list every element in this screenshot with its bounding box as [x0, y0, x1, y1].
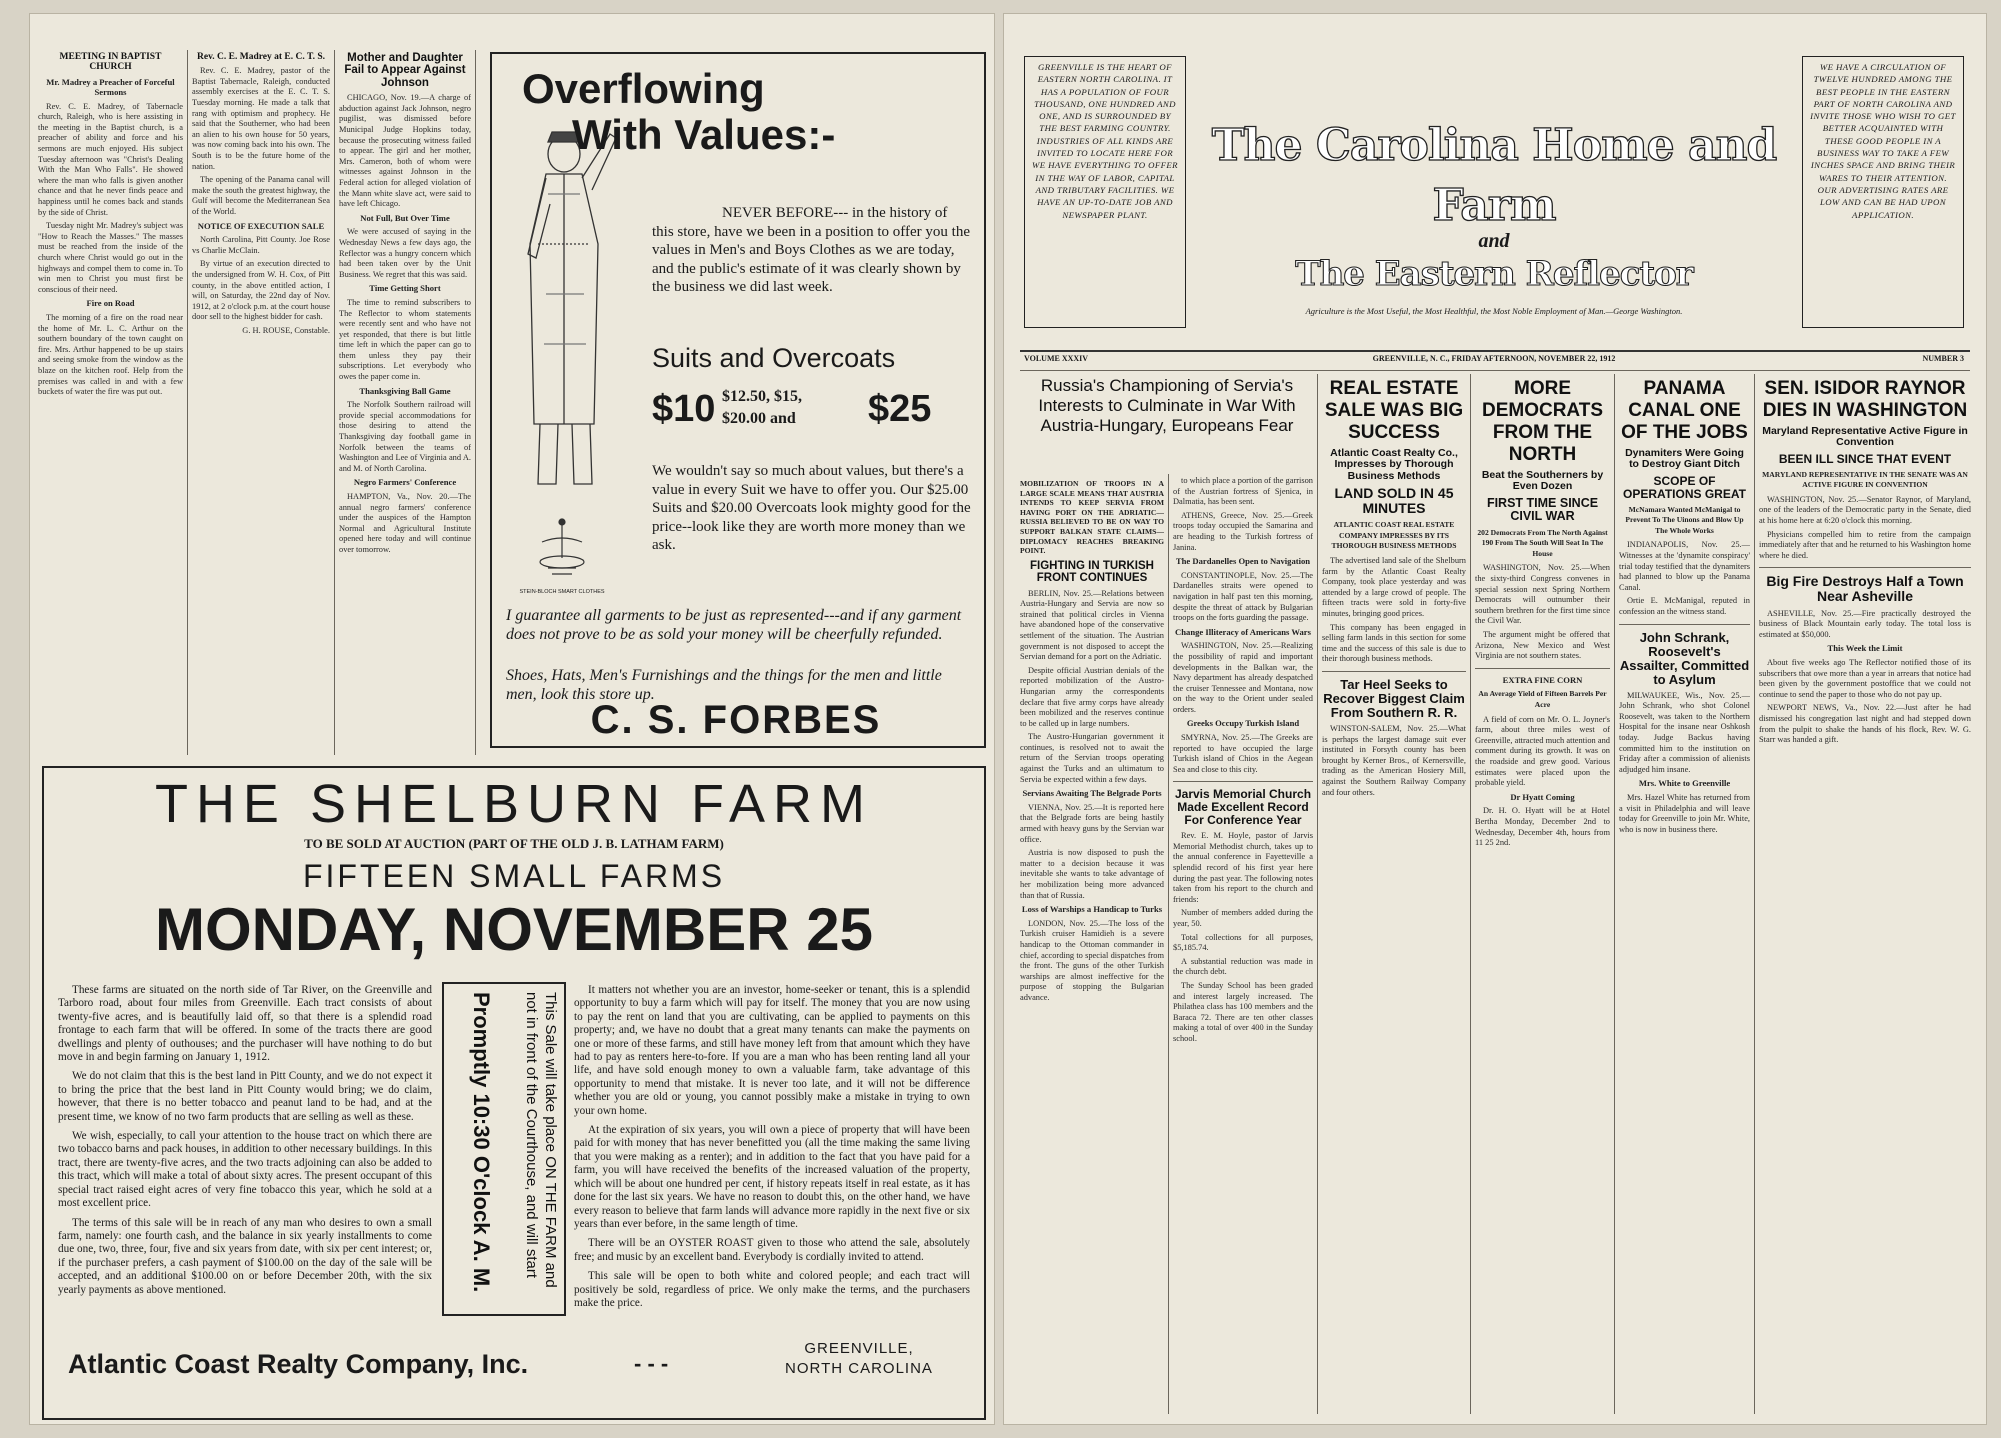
sale-location-text: This Sale will take place ON THE FARM and not in front of the Courthouse, and will start — [523, 992, 559, 1288]
article-paragraph: The time to remind subscribers to The Reflector to whom statements were recently sent and who have not yet responded, that there is but little time left in which the paper can go to them unless they pay their subscriptions. Let everybody who owes the paper come in. — [339, 297, 471, 382]
shelburn-paragraph: This sale will be open to both white and colored people; and each tract will positively be sold, regardless of price. We only make the terms, and the purchasers make the price. — [574, 1270, 970, 1309]
article-paragraph: CONSTANTINOPLE, Nov. 25.—The Dardanelles straits were opened to navigation in half past ten this morning, despite the threat of attack by Bulgarian troops on the forts guarding the passage. — [1173, 570, 1313, 623]
column-rule — [1754, 374, 1755, 1414]
folio-line — [1024, 354, 1964, 368]
column-rule — [475, 50, 476, 755]
volume-label: VOLUME XXXIV — [1024, 354, 1089, 363]
article-paragraph: The opening of the Panama canal will make the south the greatest highway, the Gulf will become the Mediterranean Sea of the World. — [192, 175, 330, 216]
masthead-rule — [1020, 350, 1970, 352]
shelburn-subtitle: TO BE SOLD AT AUCTION (PART OF THE OLD J. B. LATHAM FARM) — [304, 836, 724, 851]
article-paragraph: LONDON, Nov. 25.—The loss of the Turkish cruiser Hamidieh is a severe handicap to the Ottoman commander in chief, according to special dispatches from the front. The guns of the other Turkish warships are almost ineffective for the purpose of stopping the Bulgarian advance. — [1020, 918, 1164, 1002]
stein-bloch-logo — [512, 514, 612, 594]
article-subhead: Loss of Warships a Handicap to Turks — [1021, 904, 1163, 915]
article-panama — [1619, 376, 1750, 1414]
shelburn-paragraph: It matters not whether you are an investor, home-seeker or tenant, this is a splendid opportunity to buy a farm which will pay for itself. The money that you are now using to pay the rent on land that you are cultivating, can be applied to payments on this property; and, we have no doubt that a great many tenants can make the payments on one or more of these farms, and still have money left from that amount which they have had to pay as renters here-to-fore. If you are a man who has been renting land all your life, and have sold enough money to own a valuable farm, take advantage of this opportunity to mend that mistake. It is never too late, and it will not be difference whether you are old or young, you cannot possibly make a mistake in trying to own your own home. — [574, 984, 970, 1117]
article-subhead: Servians Awaiting The Belgrade Ports — [1022, 788, 1162, 799]
article-paragraph: NEWPORT NEWS, Va., Nov. 22.—Just after he had dismissed his congregation last night and had stepped down from the pulpit to shake the hands of his flock, Rev. W. G. Starr was handed a gift. — [1759, 703, 1971, 745]
article-paragraph: The advertised land sale of the Shelburn farm by the Atlantic Coast Realty Company, took place yesterday and was attended by a large crowd of people. The fifteen tracts were sold in forty-five minutes, bringing good prices. — [1322, 555, 1466, 618]
forbes-intro-text: --- in the history of this store, have we been in a position to offer you the values in Men's and Boys Clothes as we are today, and the public's estimate of it was clearly shown by the business we did last week. — [652, 205, 970, 295]
article-democrats — [1475, 376, 1610, 1414]
article-subhead: Thanksgiving Ball Game — [359, 385, 451, 396]
article-paragraph: The argument might be offered that Arizona, New Mexico and West Virginia are not southern states. — [1475, 630, 1610, 661]
article-paragraph: A field of corn on Mr. O. L. Joyner's farm, about three miles west of Greenville, attracted much attention and comment during its growth. It was on the roadside and grew good. Various estimates were placed upon the probable yield. — [1475, 714, 1610, 788]
raynor-deck: Maryland Representative Active Figure in Convention — [1762, 425, 1968, 449]
article-paragraph: This company has been engaged in selling farm lands in this section for some time and the success of this sale is due to their thorough business methods. — [1322, 622, 1466, 664]
article-paragraph: INDIANAPOLIS, Nov. 25.—Witnesses at the 'dynamite conspiracy' trial today testified that the dynamiters had planned to blow up the Panama Canal. — [1619, 540, 1750, 592]
article-paragraph: to which place a portion of the garrison of the Austrian fortress of Sjenica, in Dalmatia, has been sent. — [1173, 476, 1313, 507]
corn-deck: An Average Yield of Fifteen Barrels Per Acre — [1478, 689, 1607, 709]
forbes-shoes: Shoes, Hats, Men's Furnishings and the things for the men and little men, look this store up. — [506, 667, 942, 703]
article-paragraph: The morning of a fire on the road near the home of Mr. L. C. Arthur on the southern boundary of the town caught on fire. Mrs. Arthur happened to be up stairs and seeing smoke from the window as the blaze on the kitchen roof. Help from the premises was called in and with a few buckets of water the fire was put out. — [38, 312, 183, 397]
shelburn-paragraph: At the expiration of six years, you will own a piece of property that will have been paid for with money that has never benefitted you (all the time making the same living that you were making as a renter); and in addition to the fact that you have paid for a farm, you will have received the benefits of the increased valuation of the property, which will be about one hundred per cent, if history repeats itself in real estate, as it has done for the last six years. We have no reason to doubt this, on the other hand, we have every reason to believe that farm lands will advance more rapidly in the next five or six years than ever before, in the same length of time. — [574, 1124, 970, 1230]
article-subhead: Time Getting Short — [369, 283, 441, 294]
limit-subhead: This Week the Limit — [1827, 643, 1903, 654]
article-paragraph: The Austro-Hungarian government it continues, is resolved not to await the return of the Servian troops operating against the Turks and an ultimatum to Servia be expected within a few days. — [1020, 732, 1164, 784]
dateline: GREENVILLE, N. C., FRIDAY AFTERNOON, NOVEMBER 22, 1912 — [1372, 354, 1616, 363]
schrank-headline: John Schrank, Roosevelt's Assailter, Committed to Asylum — [1619, 629, 1750, 687]
shelburn-tracts: FIFTEEN SMALL FARMS — [302, 858, 726, 894]
article-paragraph: BERLIN, Nov. 25.—Relations between Austria-Hungary and Servia are now so strained that political circles in Vienna have abandoned hope of the conservative settlement of the situation. The Austrian government is not disposed to accept the Servian demand for a port on the Adriatic. — [1020, 588, 1164, 662]
column-rule — [334, 50, 335, 755]
masthead-right-text: WE HAVE A CIRCULATION OF TWELVE HUNDRED AMONG THE BEST PEOPLE IN THE EASTERN PART OF NORTH CAROLINA AND INVITE THOSE WHO WISH TO GET BETTER ACQUAINTED WITH THESE GOOD PEOPLE IN A BUSINESS WAY TO TAKE A FEW INCHES SPACE AND BRING THEIR WARES TO THEIR ATTENTION. OUR ADVERTISING RATES ARE LOW AND CAN BE HAD UPON APPLICATION. — [1810, 62, 1956, 220]
realty-company-name: Atlantic Coast Realty Company, Inc. — [68, 1349, 529, 1379]
column-rule — [1614, 374, 1615, 1414]
price-line — [652, 384, 972, 444]
article-paragraph: We were accused of saying in the Wednesday News a few days ago, the Reflector was a hungry concern which had been taken over by the Unit Business. We regret that this was said. — [339, 227, 471, 279]
column-rule — [1168, 474, 1169, 1414]
forbes-title-line1: Overflowing — [522, 66, 765, 112]
logo-lettering: STEIN-BLOCH SMART CLOTHES — [519, 589, 605, 594]
shelburn-left-text — [58, 984, 432, 1328]
article-subhead: Not Full, But Over Time — [360, 212, 450, 223]
article-paragraph: Rev. C. E. Madrey, of Tabernacle church, Raleigh, who is here assisting in the meeting in the Baptist church, is a preacher of ability and force and his sermons are much enjoyed. His subject Tuesday afternoon was "Christ's Dealing With the Man Who Falls". He showed where the man who falls is given another chance and that he never finds peace and happiness until he comes back and stands by the side of Christ. — [38, 101, 183, 217]
fire-headline: Big Fire Destroys Half a Town Near Asheville — [1766, 573, 1964, 605]
article-paragraph: MILWAUKEE, Wis., Nov. 25.—John Schrank, who shot Colonel Roosevelt, was taken to the Northern Hospital for the insane near Oshkosh today. Judge Backus having committed him to the institution on Friday after a commission of alienists adjudged him insane. — [1619, 690, 1750, 774]
article-paragraph: Ortie E. McManigal, reputed in confession an the witness stand. — [1619, 596, 1750, 616]
city-line1: GREENVILLE, — [804, 1340, 914, 1357]
article-paragraph: A substantial reduction was made in the church debt. — [1173, 956, 1313, 977]
panama-subdeck: McNamara Wanted McManigal to Prevent To The Uinons and Blow Up The Whole Works — [1625, 504, 1744, 535]
article-paragraph: Physicians compelled him to retire from the campaign immediately after that and he returned to his Washington home where he died. — [1759, 529, 1971, 560]
article-paragraph: About five weeks ago The Reflector notified those of its subscribers that owe more than a year in arrears that notice had been given by the government postoffice that we could not continue to send the paper to those who do not pay up. — [1759, 657, 1971, 699]
forbes-brand: C. S. FORBES — [590, 698, 882, 742]
article-paragraph: The Norfolk Southern railroad will provide special accommodations for those desiring to attend the Thanksgiving day football game in Norfolk between the teams of Washington and Lee of Virginia and A. and M. of North Carolina. — [339, 400, 471, 473]
shelburn-paragraph: These farms are situated on the north side of Tar River, on the Greenville and Tarboro road, about four miles from Greenville. Each tract consists of about twenty-five acres, and is beautifully laid off, so that there is a splendid road frontage to each farm that will be offered. In some of the tracts there are good dwellings and plenty of outhouses; and the purchaser will have nothing to do but move in and begin farming on January 1, 1912. — [58, 984, 432, 1064]
realestate-subhead: LAND SOLD IN 45 MINUTES — [1334, 484, 1454, 517]
column-rule — [1470, 374, 1471, 1414]
article-paragraph: Total collections for all purposes, $5,185.74. — [1173, 932, 1313, 953]
column-rule — [1317, 374, 1318, 1414]
article-paragraph: WASHINGTON, Nov. 25.—Realizing the possibility of rapid and important developments in the Balkan war, the Navy department has already despatched the cruiser Tennessee and Montana, now on the way to the Orient under sealed orders. — [1173, 641, 1313, 714]
corn-headline: EXTRA FINE CORN — [1502, 674, 1583, 685]
article-divider — [1173, 781, 1313, 782]
city-line2: NORTH CAROLINA — [785, 1360, 933, 1377]
article-paragraph: Dr. H. O. Hyatt will be at Hotel Bertha Monday, December 2nd to Wednesday, December 4th, hours from 11 25 2nd. — [1475, 806, 1610, 848]
realestate-headline: REAL ESTATE SALE WAS BIG SUCCESS — [1324, 378, 1464, 443]
masthead-title-and: and — [1478, 230, 1510, 252]
shelburn-paragraph: We wish, especially, to call your attention to the house tract on which there are two tobacco barns and pack houses, in addition to other necessary buildings. In this tract, there are twenty-five acres, and the two tracts adjoining can also be added to this tract, which will make a total of about sixty acres. The present occupant of this special tract raised eight acres of very fine tobacco this year, which he sold at a most excellent price. — [58, 1130, 432, 1210]
forbes-advertisement — [490, 52, 986, 748]
tarheel-headline: Tar Heel Seeks to Recover Biggest Claim From Southern R. R. — [1323, 676, 1465, 720]
suits-heading: Suits and Overcoats — [652, 343, 896, 373]
white-headline: Mrs. White to Greenville — [1638, 778, 1731, 789]
price-mid2: $20.00 and — [722, 410, 796, 427]
number-label: NUMBER 3 — [1922, 354, 1964, 363]
shelburn-paragraph: We do not claim that this is the best land in Pitt County, and we do not expect it to bring the price that the best land in Pitt County would bring; we do claim, however, that there is no better tobacco and peanut land to be had, and at the present time, we know of no two farm products that are selling as well as these. — [58, 1070, 432, 1123]
article-divider — [1475, 668, 1610, 669]
article-real-estate — [1322, 376, 1466, 1414]
article-paragraph: The Sunday School has been graded and interest largely increased. The Philathea class has 100 members and the Baraca 72. There are ten other classes making a total of over 400 in the Sunday school. — [1173, 981, 1313, 1043]
article-subhead: The Dardanelles Open to Navigation — [1175, 556, 1311, 567]
democrats-deck: Beat the Southerners by Even Dozen — [1481, 469, 1604, 493]
article-paragraph: Austria is now disposed to push the matter to a decision because it was inevitable she wants to take advantage of her mobilization being more advanced than that of Russia. — [1020, 848, 1164, 900]
article-paragraph: ATHENS, Greece, Nov. 25.—Greek troops today occupied the Samarina and are heading to the Turkish fortress of Janina. — [1173, 510, 1313, 552]
price-mid1: $12.50, $15, — [722, 388, 802, 405]
article-subhead: Greeks Occupy Turkish Island — [1186, 718, 1300, 729]
servia-headline-block — [1022, 376, 1312, 476]
article-paragraph: Rev. C. E. Madrey, pastor of the Baptist Tabernacle, Raleigh, conducted assembly exercises at the E. C. T. S. Tuesday morning. He made a talk that rang with optimism and prophecy. He said that the Southerner, who had been an alien to his own house for 50 years, was now coming back into his own. The South is to be the future home of the nation. — [192, 66, 330, 171]
hyatt-headline: Dr Hyatt Coming — [1510, 791, 1575, 802]
dash-separator: - - - — [634, 1351, 669, 1376]
article-madrey-ects — [192, 50, 330, 750]
article-paragraph: WINSTON-SALEM, Nov. 25.—What is perhaps the largest damage suit ever instituted in Forsyth county has been brought by Kerner Bros., of Kernersville, trading as the American Hosiery Mill, against the Southern Railway Company and four others. — [1322, 724, 1466, 797]
article-baptist-meeting — [38, 50, 183, 750]
shelburn-paragraph: The terms of this sale will be in reach of any man who desires to own a small farm, namely: one fourth cash, and the balance in six yearly installments to come due one, two, three, four, five and six years from date, with six per cent interest; or, if the purchaser prefers, a cash payment of $100.00 on the day of the sale will be accepted, and an additional $100.00 on or before December 20th, with the six yearly payments as above mentioned. — [58, 1216, 432, 1296]
article-paragraph: Rev. E. M. Hoyle, pastor of Jarvis Memorial Methodist church, takes up to the annual conference in Fayetteville a splendid record of his first year here during the past year. The following notes taken from his report to the church and friends: — [1173, 831, 1313, 904]
masthead-title-area — [1200, 76, 1788, 306]
democrats-subdeck: 202 Democrats From The North Against 190 From The South Will Seat In The House — [1477, 527, 1608, 558]
article-headline: Rev. C. E. Madrey at E. C. T. S. — [197, 52, 325, 62]
article-divider — [1759, 567, 1971, 568]
servia-subhead: FIGHTING IN TURKISH FRONT CONTINUES — [1030, 559, 1154, 585]
article-paragraph: HAMPTON, Va., Nov. 20.—The annual negro farmers' conference under the auspices of the Hampton Normal and Agricultural Institute opened here today and will continue over tomorrow. — [339, 492, 471, 554]
masthead-title-line1: The Carolina Home and Farm — [1211, 120, 1777, 231]
forbes-body: We wouldn't say so much about values, but there's a value in every Suit we have to offer you. Our $25.00 Suits and $20.00 Overcoats look mighty good for the price--look like they are worth more money than we ask. — [652, 463, 971, 553]
realestate-deck: Atlantic Coast Realty Co., Impresses by Thorough Business Methods — [1330, 447, 1458, 482]
forbes-title-line2: With Values:- — [572, 111, 836, 158]
price-low: $10 — [652, 388, 716, 430]
masthead-right-box — [1802, 56, 1964, 328]
article-paragraph: Despite official Austrian denials of the reported mobilization of the Austro-Hungarian army the correspondents declare that five army corps have already been mobilized and the reserves continue to be called up in large numbers. — [1020, 665, 1164, 728]
article-paragraph: WASHINGTON, Nov. 25.—Senator Raynor, of Maryland, one of the leaders of the Democratic party in the Senate, died at his home here at 6:20 o'clock this morning. — [1759, 494, 1971, 525]
shelburn-paragraph: There will be an OYSTER ROAST given to those who attend the sale, absolutely free; and music by an excellent band. Everybody is cordially invited to attend. — [574, 1237, 970, 1263]
article-paragraph: CHICAGO, Nov. 19.—A charge of abduction against Jack Johnson, negro pugilist, was dismissed before Municipal Judge Hopkins today, because the prosecuting witness failed to appear. The girl and her mother, Mrs. Cameron, both of whom were witnesses against Johnson in the Federal action for alleged violation of the Mann white slave act, were said to have left Chicago. — [339, 93, 471, 209]
raynor-headline: SEN. ISIDOR RAYNOR DIES IN WASHINGTON — [1762, 378, 1968, 421]
article-paragraph: North Carolina, Pitt County. Joe Rose vs Charlie McClain. — [192, 235, 330, 255]
article-johnson — [339, 50, 471, 750]
article-paragraph: Mrs. Hazel White has returned from a visit in Philadelphia and will leave today for Greenville to join Mr. White, who is now in business there. — [1619, 792, 1750, 834]
realestate-subdeck: ATLANTIC COAST REAL ESTATE COMPANY IMPRESSES BY ITS THOROUGH BUSINESS METHODS — [1331, 520, 1457, 551]
forbes-guarantee: I guarantee all garments to be just as represented---and if any garment does not prove to be as sold your money will be cheerfully refunded. — [506, 607, 962, 643]
panama-subhead: SCOPE OF OPERATIONS GREAT — [1623, 473, 1746, 501]
article-servia — [1020, 476, 1164, 1414]
article-paragraph: Number of members added during the year, 50. — [1173, 908, 1313, 929]
article-paragraph: By virtue of an execution directed to the undersigned from W. H. Cox, of Pitt county, in the above entitled action, I will, on Saturday, the 22nd day of Nov. 1912, at 2 o'clock p.m. at the court house door sell to the highest bidder for cash. — [192, 259, 330, 322]
article-subhead: Mr. Madrey a Preacher of Forceful Sermons — [46, 76, 175, 98]
sale-time-text: Promptly 10:30 O'clock A. M. — [469, 992, 494, 1293]
article-subhead: Change Illiteracy of Americans Wars — [1175, 626, 1311, 637]
article-headline: Mother and Daughter Fail to Appear Against Johnson — [344, 52, 466, 89]
shelburn-title: THE SHELBURN FARM — [154, 774, 874, 834]
forbes-title — [522, 66, 962, 176]
jarvis-headline: Jarvis Memorial Church Made Excellent Record For Conference Year — [1174, 787, 1312, 828]
masthead — [1024, 56, 1964, 344]
forbes-intro — [652, 204, 972, 314]
article-divider — [1322, 671, 1466, 672]
article-subhead: Negro Farmers' Conference — [353, 477, 457, 488]
article-raynor — [1759, 376, 1971, 1414]
article-subhead: NOTICE OF EXECUTION SALE — [197, 220, 325, 231]
sale-location-box — [442, 982, 566, 1316]
shelburn-farm-advertisement — [42, 766, 986, 1420]
masthead-left-text: GREENVILLE IS THE HEART OF EASTERN NORTH CAROLINA. IT HAS A POPULATION OF FOUR THOUSAND, ONE HUNDRED AND ONE, AND IS SURROUNDED BY THE BEST FARMING COUNTRY. INDUSTRIES OF ALL KINDS ARE INVITED TO LOCATE HERE FOR WE HAVE EVERYTHING TO OFFER IN THE WAY OF LABOR, CAPITAL AND TRIBUTARY FACILITIES. WE HAVE AN UP-TO-DATE JOB AND NEWSPAPER PLANT. — [1032, 62, 1178, 220]
democrats-subhead: FIRST TIME SINCE CIVIL WAR — [1486, 495, 1599, 524]
shelburn-right-text — [574, 984, 970, 1328]
panama-headline: PANAMA CANAL ONE OF THE JOBS — [1621, 378, 1748, 443]
folio-rule — [1020, 370, 1970, 371]
article-headline: MEETING IN BAPTIST CHURCH — [59, 52, 162, 73]
column-rule — [187, 50, 188, 755]
article-paragraph: SMYRNA, Nov. 25.—The Greeks are reported to have occupied the large Turkish island of Chios in the Aegean Sea and close to this city. — [1173, 733, 1313, 774]
masthead-tagline: Agriculture is the Most Useful, the Most Healthful, the Most Noble Employment of Man.—George Washington. — [1305, 306, 1683, 316]
article-paragraph: VIENNA, Nov. 25.—It is reported here that the Belgrade forts are being hastily armed with heavy guns by the Servian war office. — [1020, 802, 1164, 844]
article-paragraph: G. H. ROUSE, Constable. — [242, 325, 330, 335]
article-paragraph: Tuesday night Mr. Madrey's subject was "How to Reach the Masses." The masses must be reached from the inside of the church where Christ would go out in the highways and compel them to come in. To win men to Christ you must first be conscious of their need. — [38, 221, 183, 294]
democrats-headline: MORE DEMOCRATS FROM THE NORTH — [1481, 378, 1604, 465]
article-subhead: Fire on Road — [86, 298, 135, 309]
servia-headline: Russia's Championing of Servia's Interests to Culminate in War With Austria-Hungary, Europeans Fear — [1038, 376, 1296, 435]
article-servia-continued — [1173, 476, 1313, 1414]
article-divider — [1619, 624, 1750, 625]
panama-deck: Dynamiters Were Going to Destroy Giant Ditch — [1625, 447, 1744, 471]
price-high: $25 — [868, 388, 932, 430]
servia-deck: MOBILIZATION OF TROOPS IN A LARGE SCALE MEANS THAT AUSTRIA INTENDS TO KEEP SERVIA FROM HAVING PORT ON THE ADRIATIC—RUSSIA BELIEVED TO BE ON WAY TO SUPPORT BALKAN STATE CLAIMS—DIPLOMACY REACHES BREAKING POINT. — [1020, 479, 1164, 556]
raynor-subhead: BEEN ILL SINCE THAT EVENT — [1778, 451, 1952, 466]
forbes-intro-lead: NEVER BEFORE — [722, 205, 834, 221]
masthead-title-line2: The Eastern Reflector — [1295, 254, 1693, 294]
right-newspaper-page — [1004, 14, 1986, 1424]
raynor-subdeck: MARYLAND REPRESENTATIVE IN THE SENATE WAS AN ACTIVE FIGURE IN CONVENTION — [1762, 469, 1968, 490]
article-paragraph: ASHEVILLE, Nov. 25.—Fire practically destroyed the business of Black Mountain early today. The total loss is estimated at $50,000. — [1759, 608, 1971, 639]
left-newspaper-page — [30, 14, 994, 1424]
masthead-left-box — [1024, 56, 1186, 328]
shelburn-date: MONDAY, NOVEMBER 25 — [155, 896, 873, 963]
article-paragraph: WASHINGTON, Nov. 25.—When the sixty-third Congress convenes in special session next Spring Northern Democrats will outnumber their southern brethren for the first time since the Civil War. — [1475, 563, 1610, 626]
